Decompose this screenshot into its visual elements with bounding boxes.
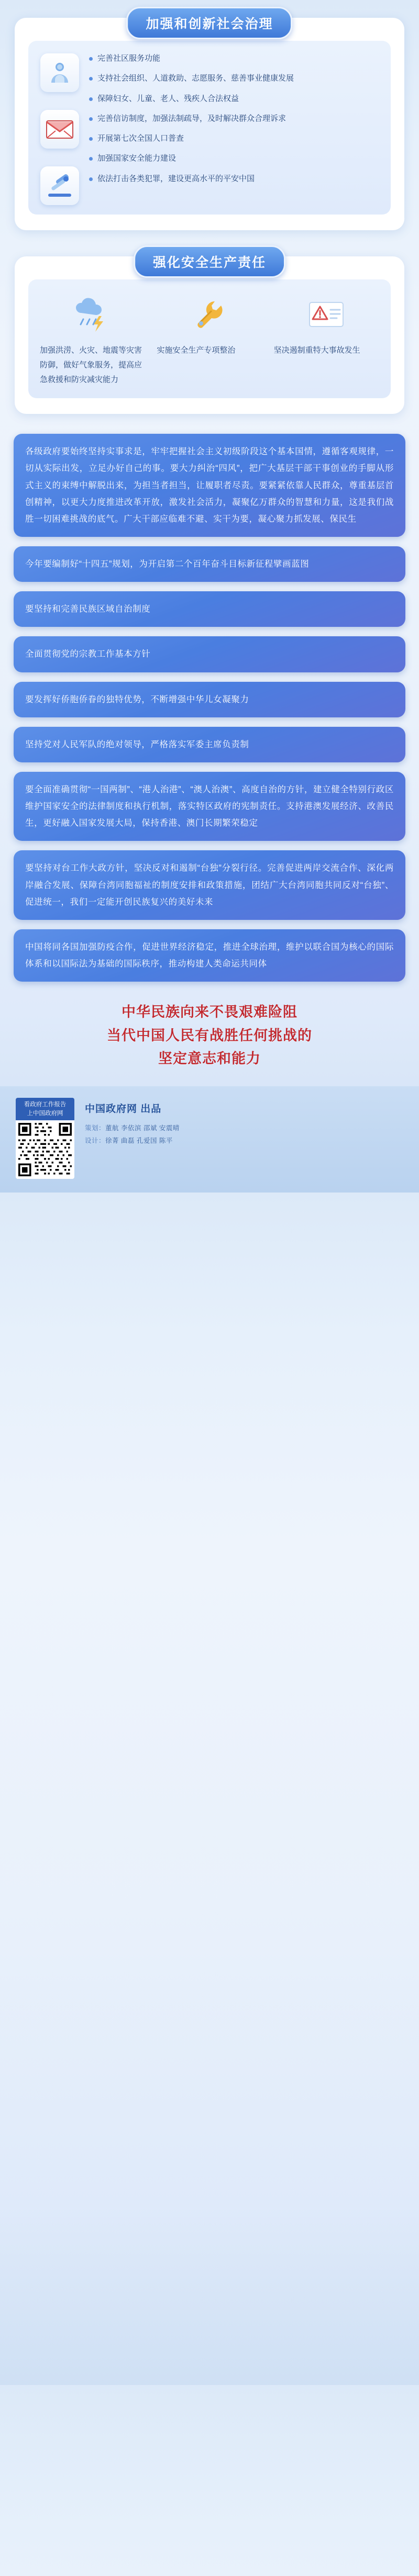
list-item [89, 72, 294, 84]
qr-label-line1: 看政府工作报告 [24, 1101, 67, 1108]
section-title-social-governance: 加强和创新社会治理 [126, 7, 292, 39]
text-block: 中国将同各国加强防疫合作，促进世界经济稳定，推进全球治理，维护以联合国为核心的国际体系和以国际法为基础的国际秩序，推动构建人类命运共同体 [14, 929, 405, 982]
credit-value: 董航 李依滨 邵斌 安震晴 [105, 1124, 180, 1132]
governance-panel [28, 41, 391, 215]
mail-envelope-icon [40, 110, 79, 149]
safety-column-text: 实施安全生产专项整治 [157, 346, 236, 355]
list-item-text: 完善信访制度，加强法制疏导，及时解决群众合理诉求 [97, 114, 286, 123]
section-title-production-safety: 强化安全生产责任 [134, 245, 285, 278]
text-block: 各级政府要始终坚持实事求是，牢牢把握社会主义初级阶段这个基本国情，遵循客观规律，一切从实际出发，立足办好自己的事。要大力纠治“四风”，把广大基层干部干事创业的手脚从形式主义的束缚中解脱出来，为担当者担当，让履职者尽责。要紧紧依靠人民群众，尊重基层首创精神，以更大力度推进改革开放，激发社会活力，凝聚亿万群众的智慧和力量，这是我们战胜一切困难挑战的底气。广大干部应临难不避、实干为要，凝心聚力抓发展、保民生 [14, 434, 405, 537]
bullet-dot-icon [89, 117, 93, 121]
governance-item-list [89, 50, 294, 205]
credit-key: 策划： [85, 1124, 106, 1132]
bullet-dot-icon [89, 97, 93, 101]
footer [0, 1086, 419, 1193]
rain-cloud-lightning-icon [70, 292, 115, 337]
slogan-line: 坚定意志和能力 [158, 1051, 261, 1067]
governance-icon-column [36, 50, 84, 205]
safety-column-text: 加强洪涝、火灾、地震等灾害防御，做好气象服务，提高应急救援和防灾减灾能力 [40, 346, 142, 384]
qr-section [14, 1098, 76, 1179]
list-item-text: 支持社会组织、人道救助、志愿服务、慈善事业健康发展 [97, 74, 294, 83]
slogan-line: 中华民族向来不畏艰难险阻 [122, 1004, 297, 1020]
list-item-text: 保障妇女、儿童、老人、残疾人合法权益 [97, 94, 239, 103]
infographic-page [0, 0, 419, 1193]
safety-column [36, 289, 149, 389]
bullet-dot-icon [89, 157, 93, 161]
safety-column-text: 坚决遏制重特大事故发生 [273, 346, 360, 355]
list-item-text: 开展第七次全国人口普查 [97, 134, 184, 143]
list-item [89, 93, 294, 105]
bullet-dot-icon [89, 177, 93, 181]
text-block: 全面贯彻党的宗教工作基本方针 [14, 636, 405, 672]
slogan-line: 当代中国人民有战胜任何挑战的 [107, 1027, 312, 1043]
credit-key: 设计： [85, 1137, 106, 1144]
section-title-wrap [42, 7, 377, 39]
bullet-dot-icon [89, 77, 93, 81]
wrench-tool-icon [187, 292, 232, 337]
governance-body [36, 50, 294, 205]
list-item [89, 173, 294, 185]
bullet-dot-icon [89, 137, 93, 141]
warning-triangle-icon [304, 292, 349, 337]
bullet-dot-icon [89, 57, 93, 61]
section-title-wrap [42, 245, 377, 278]
footer-brand: 中国政府网 出品 [85, 1103, 162, 1115]
blue-text-blocks [0, 432, 419, 982]
safety-columns [36, 289, 383, 389]
text-block: 今年要编制好“十四五”规划，为开启第二个百年奋斗目标新征程擘画蓝图 [14, 546, 405, 582]
footer-info [85, 1098, 405, 1148]
community-service-icon [40, 53, 79, 92]
text-block: 坚持党对人民军队的绝对领导，严格落实军委主席负责制 [14, 727, 405, 762]
safety-column [270, 289, 383, 389]
gavel-justice-icon [40, 166, 79, 205]
list-item [89, 52, 294, 64]
text-block: 要坚持对台工作大政方针，坚决反对和遏制“台独”分裂行径。完善促进两岸交流合作、深化两岸融合发展、保障台湾同胞福祉的制度安排和政策措施，团结广大台湾同胞共同反对“台独”、促进统一，我们一定能开创民族复兴的美好未来 [14, 850, 405, 920]
credit-value: 徐菁 曲磊 孔爱国 陈平 [105, 1137, 173, 1144]
text-block: 要坚持和完善民族区域自治制度 [14, 591, 405, 627]
qr-label-line2: 上中国政府网 [27, 1110, 63, 1117]
text-block: 要发挥好侨胞侨眷的独特优势，不断增强中华儿女凝聚力 [14, 682, 405, 717]
list-item-text: 加强国家安全能力建设 [97, 154, 177, 163]
list-item-text: 完善社区服务功能 [97, 54, 161, 63]
list-item [89, 132, 294, 144]
safety-panel [28, 279, 391, 398]
list-item [89, 113, 294, 125]
list-item [89, 152, 294, 164]
qr-label [16, 1098, 74, 1120]
list-item-text: 依法打击各类犯罪，建设更高水平的平安中国 [97, 174, 255, 183]
credit-row [85, 1135, 405, 1148]
qr-code-icon[interactable] [16, 1120, 74, 1179]
section-production-safety [15, 256, 404, 414]
slogan-block [0, 991, 419, 1086]
safety-column [152, 289, 266, 389]
section-social-governance [15, 18, 404, 230]
credit-row [85, 1122, 405, 1135]
text-block: 要全面准确贯彻“一国两制”、“港人治港”、“澳人治澳”、高度自治的方针，建立健全特别行政区维护国家安全的法律制度和执行机制，落实特区政府的宪制责任。支持港澳发展经济、改善民生，更好融入国家发展大局，保持香港、澳门长期繁荣稳定 [14, 772, 405, 841]
